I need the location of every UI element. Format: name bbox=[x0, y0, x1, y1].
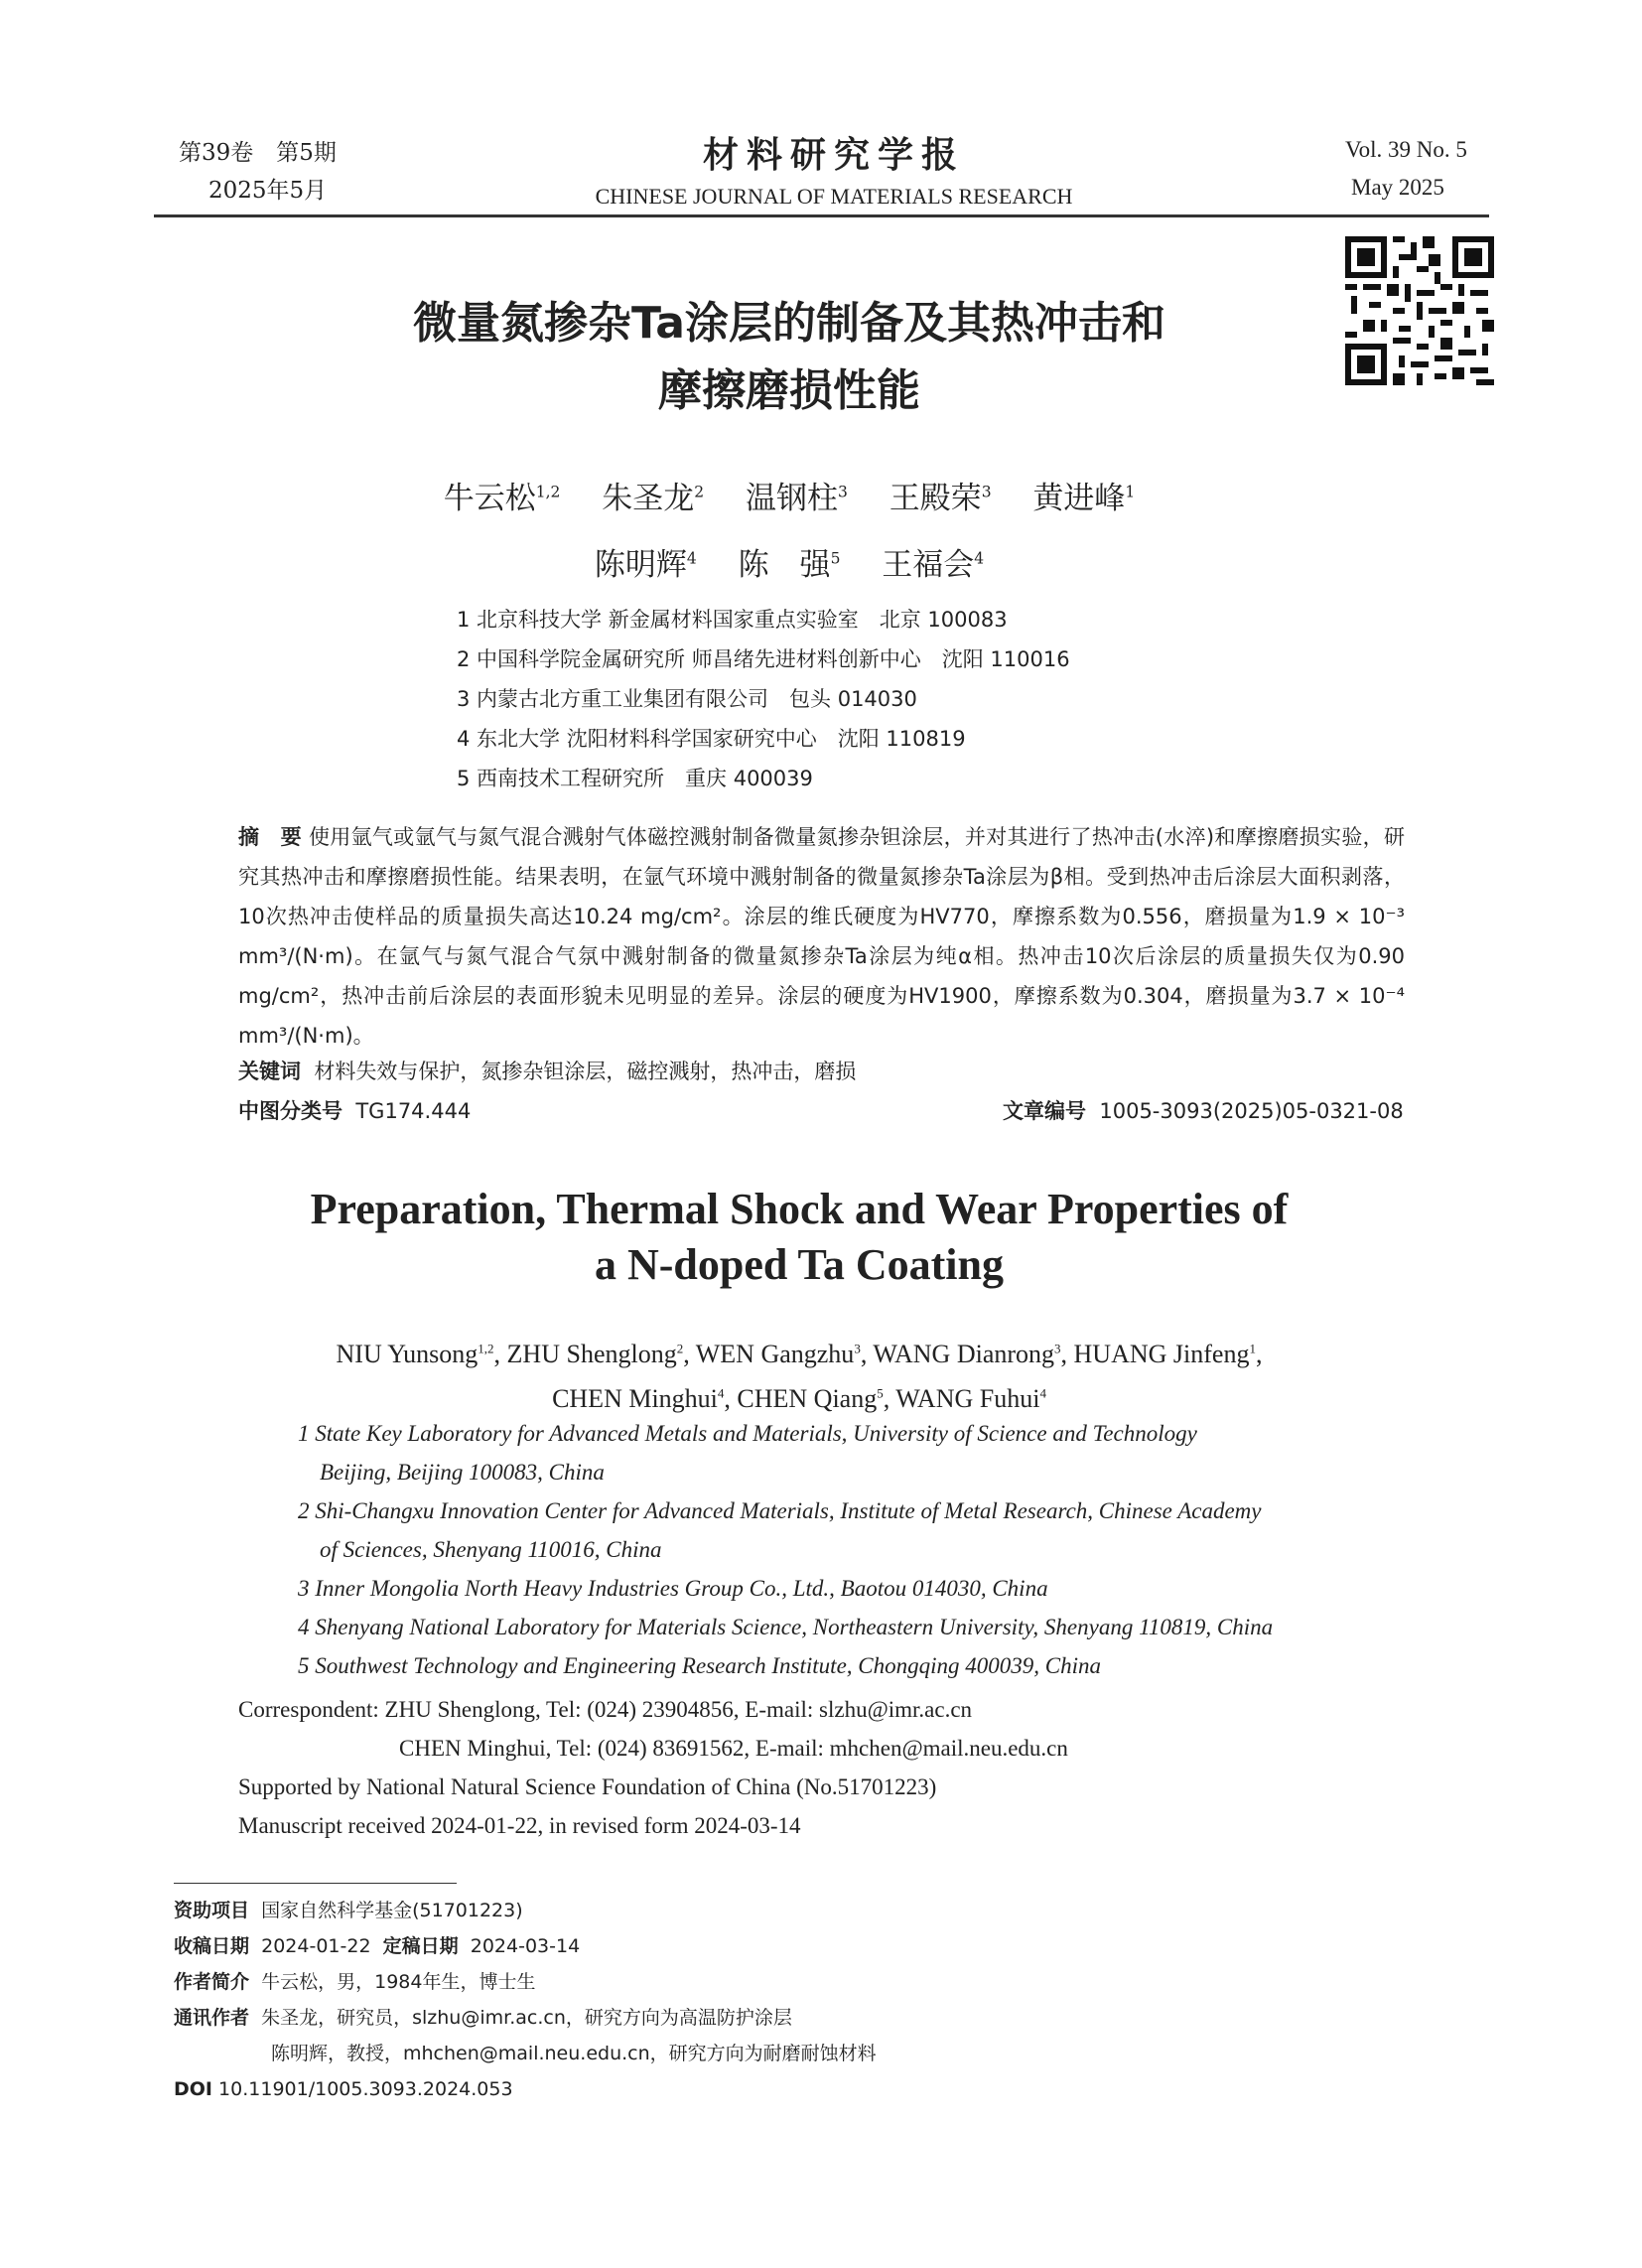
affiliations-en bbox=[298, 1414, 1370, 1685]
abstract-label: 摘 要 bbox=[238, 825, 302, 849]
author-cn: 王福会$^4$ bbox=[882, 546, 985, 583]
correspondent-info bbox=[238, 1690, 1068, 1768]
date-cn: 2025年5月 bbox=[208, 178, 328, 204]
affiliation-cn: 4 东北大学 沈阳材料科学国家研究中心 沈阳 110819 bbox=[457, 727, 966, 751]
author-en: NIU Yunsong$^{1,2}$, bbox=[336, 1339, 507, 1368]
author-cn: 黄进峰$^1$ bbox=[1032, 481, 1136, 517]
author-en: HUANG Jinfeng$^1$, bbox=[1073, 1339, 1263, 1368]
affiliation-en: 5 Southwest Technology and Engineering Research Institute, Chongqing 400039, China bbox=[298, 1653, 1101, 1678]
footnote-divider bbox=[174, 1883, 457, 1884]
supported-by: Supported by National Natural Science Foundation of China (No.51701223) bbox=[238, 1774, 937, 1799]
article-title-cn bbox=[298, 290, 1281, 425]
affiliation-cn: 3 内蒙古北方重工业集团有限公司 包头 014030 bbox=[457, 687, 917, 711]
abstract-cn bbox=[238, 817, 1405, 1056]
classification-number bbox=[238, 1095, 471, 1125]
author-cn: 牛云松$^{1,2}$ bbox=[443, 481, 561, 517]
affiliations-cn bbox=[457, 600, 1070, 798]
affiliation-cn: 2 中国科学院金属研究所 师昌绪先进材料创新中心 沈阳 110016 bbox=[457, 647, 1070, 671]
funding-info-en bbox=[238, 1768, 936, 1845]
issue-info bbox=[179, 134, 337, 210]
journal-name-en: CHINESE JOURNAL OF MATERIALS RESEARCH bbox=[595, 184, 1073, 209]
volume-issue-en: Vol. 39 No. 5 bbox=[1345, 137, 1467, 162]
authors-en bbox=[258, 1329, 1340, 1419]
classification-value: TG174.444 bbox=[355, 1099, 472, 1123]
authors-cn bbox=[298, 463, 1281, 595]
author-en: CHEN Qiang$^5$, bbox=[737, 1384, 896, 1414]
keywords-cn bbox=[238, 1056, 856, 1085]
article-number bbox=[1003, 1095, 1404, 1125]
journal-masthead bbox=[536, 127, 1132, 210]
author-en: WEN Gangzhu$^3$, bbox=[695, 1339, 874, 1368]
author-cn: 王殿荣$^3$ bbox=[889, 481, 992, 517]
affiliation-en: 4 Shenyang National Laboratory for Materials Science, Northeastern University, Shenyang 110819, China bbox=[298, 1615, 1274, 1639]
footnotes bbox=[174, 1893, 877, 2107]
authors-cn-line2 bbox=[298, 528, 1281, 594]
footnote-funding: 资助项目 国家自然科学基金(51701223) bbox=[174, 1900, 523, 1921]
footnote-doi[interactable]: DOI 10.11901/1005.3093.2024.053 bbox=[174, 2078, 513, 2100]
correspondent-line1: Correspondent: ZHU Shenglong, Tel: (024) 23904856, E-mail: slzhu@imr.ac.cn bbox=[238, 1697, 973, 1722]
volume-issue-cn: 第39卷 第5期 bbox=[179, 140, 337, 166]
title-en-line2: a N-doped Ta Coating bbox=[594, 1240, 1004, 1289]
keywords-label: 关键词 bbox=[238, 1060, 301, 1083]
title-cn-line1: 微量氮掺杂Ta涂层的制备及其热冲击和 bbox=[412, 298, 1166, 349]
article-number-value: 1005-3093(2025)05-0321-08 bbox=[1099, 1099, 1404, 1123]
correspondent-line2: CHEN Minghui, Tel: (024) 83691562, E-mail: mhchen@mail.neu.edu.cn bbox=[399, 1736, 1068, 1761]
classification-label: 中图分类号 bbox=[238, 1099, 342, 1123]
author-cn: 陈 强$^5$ bbox=[738, 546, 841, 583]
header-divider bbox=[154, 214, 1489, 217]
qr-code-icon[interactable] bbox=[1345, 236, 1494, 385]
affiliation-cn: 5 西南技术工程研究所 重庆 400039 bbox=[457, 767, 813, 790]
footnote-dates: 收稿日期 2024-01-22 定稿日期 2024-03-14 bbox=[174, 1935, 581, 1957]
author-en: WANG Dianrong$^3$, bbox=[873, 1339, 1074, 1368]
authors-en-line1 bbox=[258, 1329, 1340, 1374]
author-en: ZHU Shenglong$^2$, bbox=[506, 1339, 696, 1368]
authors-cn-line1 bbox=[298, 463, 1281, 528]
affiliation-en: 3 Inner Mongolia North Heavy Industries Group Co., Ltd., Baotou 014030, China bbox=[298, 1576, 1048, 1601]
manuscript-dates: Manuscript received 2024-01-22, in revised form 2024-03-14 bbox=[238, 1813, 801, 1838]
date-en: May 2025 bbox=[1351, 175, 1444, 200]
affiliation-en: 1 State Key Laboratory for Advanced Metals and Materials, University of Science and Technology Beijing, Beijing 100083, China bbox=[298, 1421, 1197, 1485]
author-en: WANG Fuhui$^4$ bbox=[895, 1384, 1046, 1414]
author-cn: 温钢柱$^3$ bbox=[745, 481, 848, 517]
article-number-label: 文章编号 bbox=[1003, 1099, 1086, 1123]
journal-name-cn: 材料研究学报 bbox=[702, 135, 965, 176]
affiliation-en: 2 Shi-Changxu Innovation Center for Advanced Materials, Institute of Metal Research, Chinese Academy of Sciences, Shenyang 110016, China bbox=[298, 1498, 1262, 1562]
article-title-en bbox=[278, 1182, 1320, 1293]
issue-info-en bbox=[1345, 131, 1467, 207]
authors-en-line2 bbox=[258, 1374, 1340, 1420]
affiliation-cn: 1 北京科技大学 新金属材料国家重点实验室 北京 100083 bbox=[457, 608, 1008, 632]
author-cn: 陈明辉$^4$ bbox=[594, 546, 697, 583]
footnote-corresponding: 通讯作者 朱圣龙，研究员，slzhu@imr.ac.cn，研究方向为高温防护涂层 bbox=[174, 2007, 792, 2029]
author-cn: 朱圣龙$^2$ bbox=[602, 481, 705, 517]
footnote-bio: 作者简介 牛云松，男，1984年生，博士生 bbox=[174, 1971, 536, 1993]
footnote-corresponding-2: 陈明辉，教授，mhchen@mail.neu.edu.cn，研究方向为耐磨耐蚀材料 bbox=[271, 2043, 877, 2064]
title-en-line1: Preparation, Thermal Shock and Wear Properties of bbox=[310, 1185, 1289, 1233]
abstract-text: 使用氩气或氩气与氮气混合溅射气体磁控溅射制备微量氮掺杂钽涂层，并对其进行了热冲击(水淬)和摩擦磨损实验，研究其热冲击和摩擦磨损性能。结果表明，在氩气环境中溅射制备的微量氮掺杂Ta涂层为β相。受到热冲击后涂层大面积剥落，10次热冲击使样品的质量损失高达10.24 mg/cm²。涂层的维氏硬度为HV770，摩擦系数为0.556，磨损量为1.9 × 10⁻³ mm³/(N·m)。在氩气与氮气混合气氛中溅射制备的微量氮掺杂Ta涂层为纯α相。热冲击10次后涂层的质量损失仅为0.90 mg/cm²，热冲击前后涂层的表面形貌未见明显的差异。涂层的硬度为HV1900，摩擦系数为0.304，磨损量为3.7 × 10⁻⁴ mm³/(N·m)。 bbox=[238, 825, 1405, 1048]
keywords-text: 材料失效与保护，氮掺杂钽涂层，磁控溅射，热冲击，磨损 bbox=[314, 1060, 857, 1083]
author-en: CHEN Minghui$^4$, bbox=[552, 1384, 738, 1414]
title-cn-line2: 摩擦磨损性能 bbox=[658, 365, 920, 416]
